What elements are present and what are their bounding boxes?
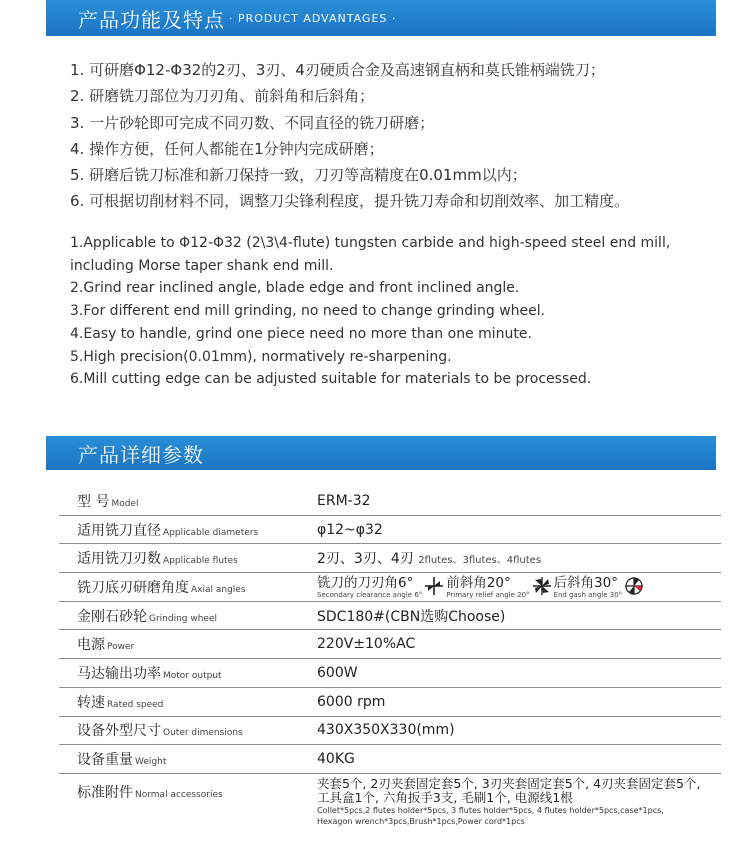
spec-value: ERM-32 [317,492,371,509]
spec-row-speed [59,688,721,717]
feature-en-item: 6.Mill cutting edge can be adjusted suitable for materials to be processed. [70,371,592,388]
spec-row-accessories [59,774,721,830]
spec-label: 型 号 Model [77,493,139,510]
spec-table [59,487,721,830]
spec-label: 铣刀底刃研磨角度 Axial angles [77,579,246,596]
feature-cn-item: 3. 一片砂轮即可完成不同刃数、不同直径的铣刀研磨； [70,113,435,132]
feature-cn-item: 5. 研磨后铣刀标准和新刀保持一致，刀刃等高精度在0.01mm以内； [70,166,527,185]
accessories-cn-line: 工具盒1个, 六角扳手3支, 毛刷1个, 电源线1根 [317,789,573,805]
feature-cn-item: 1. 可研磨Φ12-Φ32的2刃、3刃、4刃硬质合金及高速钢直柄和莫氏锥柄端铣刀； [70,61,605,79]
spec-row-weight [59,745,721,774]
feature-en-item: including Morse taper shank end mill. [70,257,334,274]
product-specs-banner [46,436,716,470]
end-mill-relief-icon [532,575,552,597]
accessories-cn-line: 夹套5个, 2刃夹套固定套5个, 3刃夹套固定套5个, 4刃夹套固定套5个, [317,775,701,791]
spec-label: 标准附件 Normal accessories [77,784,223,801]
feature-cn-item: 6. 可根据切削材料不同，调整刀尖锋利程度，提升铣刀寿命和切削效率、加工精度。 [70,192,630,211]
end-mill-cross-icon [424,575,444,597]
banner-title-cn: 产品功能及特点 [78,7,225,32]
angle-secondary: 铣刀的刀刃角6° Secondary clearance angle 6° [317,574,423,599]
spec-value: φ12~φ32 [317,521,383,538]
features-en-list [70,232,730,391]
angle-gash: 后斜角30° End gash angle 30° [553,574,623,599]
features-cn-list [70,57,740,215]
feature-en-item: 5.High precision(0.01mm), normatively re-sharpening. [70,348,452,365]
spec-value: 430X350X330(mm) [317,722,455,739]
spec-row-flutes [59,544,721,573]
product-advantages-banner [46,0,716,36]
spec-label: 电源 Power [77,637,135,654]
spec-value: 2刃、3刃、4刃 2flutes、3flutes、4flutes [317,551,542,568]
feature-en-item: 4.Easy to handle, grind one piece need no more than one minute. [70,325,532,342]
spec-label: 设备重量 Weight [77,752,167,769]
end-mill-gash-icon [624,575,644,597]
spec-label: 马达输出功率 Motor output [77,665,222,682]
spec-label: 适用铣刀刃数 Applicable flutes [77,551,238,568]
feature-en-item: 3.For different end mill grinding, no need to change grinding wheel. [70,303,546,320]
feature-en-item: 1.Applicable to Φ12-Φ32 (2\3\4-flute) tungsten carbide and high-speed steel end mill, [70,235,671,251]
accessories-en-line: Collet*5pcs,2 flutes holder*5pcs, 3 flutes holder*5pcs, 4 flutes holder*5pcs,case*1pcs, [317,805,664,815]
spec-value: SDC180#(CBN选购Choose) [317,608,506,625]
spec-value: 6000 rpm [317,693,386,710]
feature-cn-item: 2. 研磨铣刀部位为刀刃角、前斜角和后斜角； [70,87,375,106]
banner-title-en: · PRODUCT ADVANTAGES · [229,11,397,25]
spec-value [317,575,646,599]
feature-cn-item: 4. 操作方便，任何人都能在1分钟内完成研磨； [70,139,384,158]
spec-value [317,777,701,827]
spec-label: 适用铣刀直径 Applicable diameters [77,522,259,539]
spec-label: 金刚石砂轮 Grinding wheel [77,608,218,625]
spec-row-motor [59,659,721,688]
spec-value: 600W [317,664,358,681]
spec-row-dimensions [59,717,721,746]
feature-en-item: 2.Grind rear inclined angle, blade edge and front inclined angle. [70,280,520,297]
banner-title-cn: 产品详细参数 [78,442,204,467]
spec-row-wheel [59,602,721,631]
spec-label: 转速 Rated speed [77,694,164,711]
spec-value: 220V±10%AC [317,636,416,653]
accessories-en-line: Hexagon wrench*3pcs,Brush*1pcs,Power cord*1pcs [317,816,525,826]
spec-row-power [59,630,721,659]
spec-row-model [59,487,721,516]
angle-primary: 前斜角20° Primary relief angle 20° [446,574,530,599]
spec-row-diameters [59,516,721,545]
spec-value: 40KG [317,751,355,768]
spec-row-axial [59,573,721,602]
spec-label: 设备外型尺寸 Outer dimensions [77,723,243,740]
